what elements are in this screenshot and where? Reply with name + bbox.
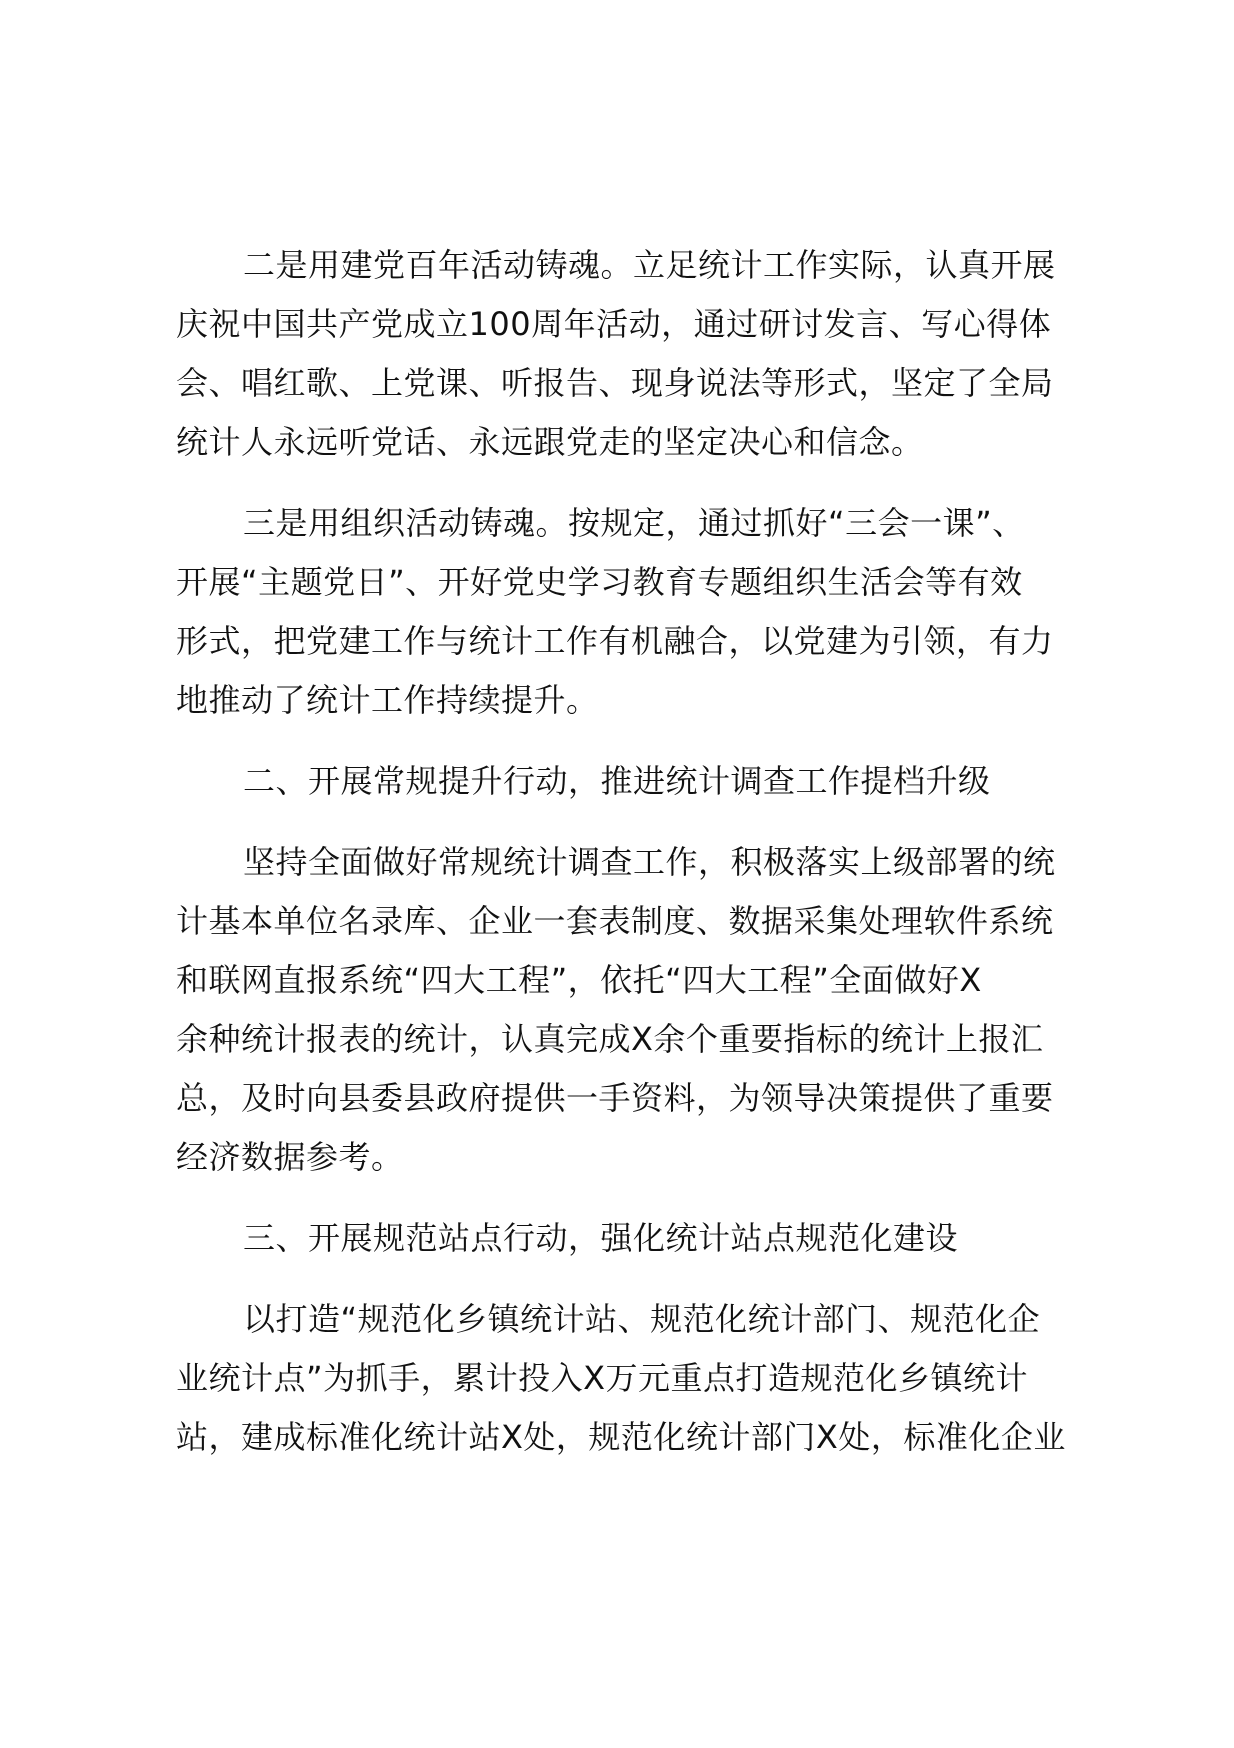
paragraph-line: 业统计点”为抓手，累计投入X万元重点打造规范化乡镇统计 [176,1359,1029,1397]
paragraph-line: 会、唱红歌、上党课、听报告、现身说法等形式，坚定了全局 [176,364,1054,402]
section-heading-text: 三、开展规范站点行动，强化统计站点规范化建设 [243,1219,959,1257]
paragraph-line: 庆祝中国共产党成立100周年活动，通过研讨发言、写心得体 [176,305,1052,343]
paragraph-line: 形式，把党建工作与统计工作有机融合，以党建为引领，有力 [176,622,1054,660]
paragraph-line: 统计人永远听党话、永远跟党走的坚定决心和信念。 [176,423,924,461]
paragraph-line: 地推动了统计工作持续提升。 [176,681,599,719]
paragraph-line: 坚持全面做好常规统计调查工作，积极落实上级部署的统 [243,843,1056,881]
document-body [176,236,1136,1489]
paragraph-line: 总，及时向县委县政府提供一手资料，为领导决策提供了重要 [176,1079,1054,1117]
paragraph-line: 经济数据参考。 [176,1138,404,1176]
paragraph-line: 二是用建党百年活动铸魂。立足统计工作实际，认真开展 [243,246,1056,284]
paragraph-line: 和联网直报系统“四大工程”，依托“四大工程”全面做好X [176,961,982,999]
paragraph-standardized-stations [176,1290,1136,1467]
paragraph-line: 余种统计报表的统计，认真完成X余个重要指标的统计上报汇 [176,1020,1044,1058]
section-heading-text: 二、开展常规提升行动，推进统计调查工作提档升级 [243,762,991,800]
paragraph-routine-survey [176,833,1136,1187]
paragraph-party-centenary [176,236,1136,472]
section-heading-2 [176,752,1136,811]
paragraph-line: 三是用组织活动铸魂。按规定，通过抓好“三会一课”、 [243,504,1025,542]
section-heading-3 [176,1209,1136,1268]
paragraph-organization-activities [176,494,1136,730]
paragraph-line: 计基本单位名录库、企业一套表制度、数据采集处理软件系统 [176,902,1054,940]
paragraph-line: 开展“主题党日”、开好党史学习教育专题组织生活会等有效 [176,563,1023,601]
paragraph-line: 站，建成标准化统计站X处，规范化统计部门X处，标准化企业 [176,1418,1066,1456]
paragraph-line: 以打造“规范化乡镇统计站、规范化统计部门、规范化企 [243,1300,1041,1338]
